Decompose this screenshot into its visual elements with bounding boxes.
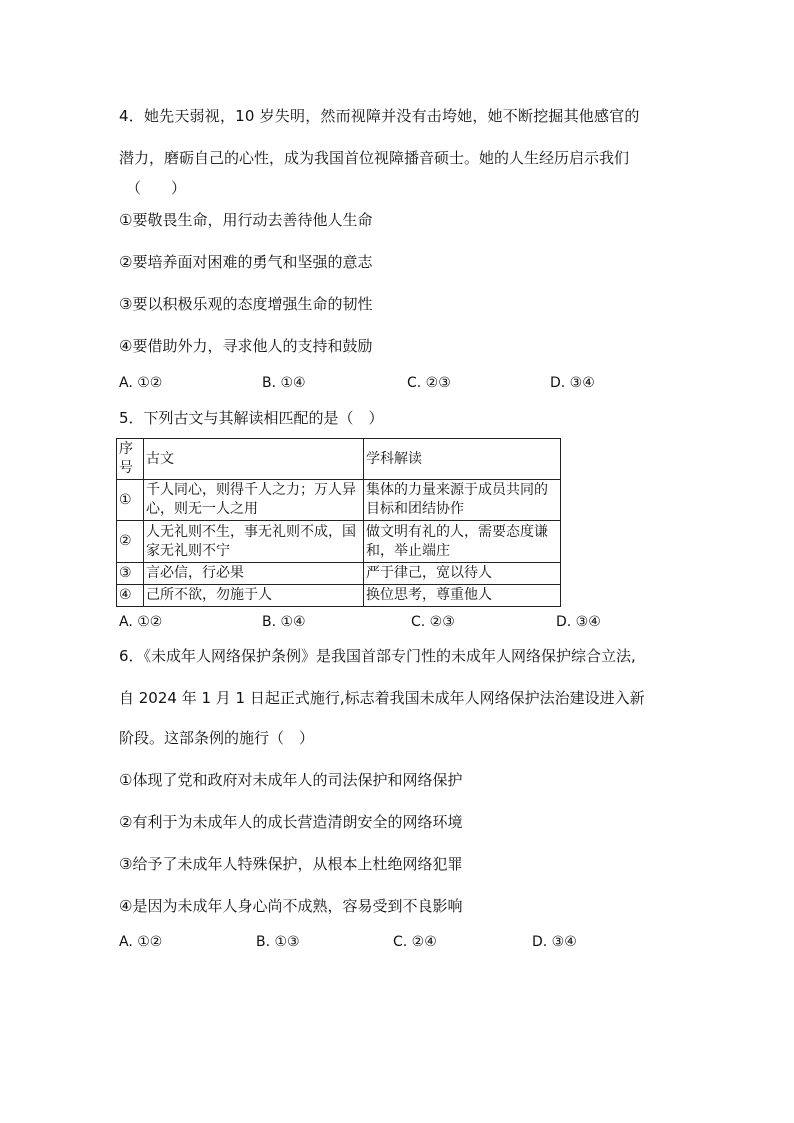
q4-item-2: ②要培养面对困难的勇气和坚强的意志 (119, 253, 373, 271)
table-cell: 人无礼则不生，事无礼则不成，国家无礼则不宁 (144, 521, 364, 563)
q4-options (119, 373, 679, 393)
table-header-row (117, 439, 561, 480)
q5-stem: 5．下列古文与其解读相匹配的是（ ） (119, 409, 384, 427)
q6-item-2: ②有利于为未成年人的成长营造清朗安全的网络环境 (119, 813, 463, 831)
q4-answer-bracket: （ ） (126, 179, 187, 197)
q4-item-3: ③要以积极乐观的态度增强生命的韧性 (119, 295, 373, 313)
table-cell: 己所不欲，勿施于人 (144, 585, 364, 607)
table-header-cell: 古文 (144, 439, 364, 480)
table-cell: 换位思考，尊重他人 (364, 585, 561, 607)
q4-item-4: ④要借助外力，寻求他人的支持和鼓励 (119, 337, 373, 355)
q6-option-c[interactable]: C. ②④ (393, 934, 437, 950)
q5-option-a[interactable]: A. ①② (119, 614, 163, 630)
q4-item-1: ①要敬畏生命，用行动去善待他人生命 (119, 211, 373, 229)
q4-stem-line-1: 4．她先天弱视，10 岁失明，然而视障并没有击垮她，她不断挖掘其他感官的 (119, 107, 640, 125)
q4-option-d[interactable]: D. ③④ (550, 375, 595, 391)
q6-option-b[interactable]: B. ①③ (256, 934, 300, 950)
q4-stem-line-2: 潜力，磨砺自己的心性，成为我国首位视障播音硕士。她的人生经历启示我们 (119, 149, 630, 167)
q4-option-a[interactable]: A. ①② (119, 375, 163, 391)
table-row (117, 563, 561, 585)
q6-option-d[interactable]: D. ③④ (532, 934, 577, 950)
table-row (117, 585, 561, 607)
table-row (117, 480, 561, 521)
table-cell: 做文明有礼的人，需要态度谦和，举止端庄 (364, 521, 561, 563)
q5-option-d[interactable]: D. ③④ (556, 614, 601, 630)
q6-stem-line-2: 自 2024 年 1 月 1 日起正式施行,标志着我国未成年人网络保护法治建设进入新 (119, 689, 645, 707)
table-cell: ③ (117, 563, 144, 585)
q6-option-a[interactable]: A. ①② (119, 934, 163, 950)
table-header-cell: 学科解读 (364, 439, 561, 480)
q5-options (119, 612, 679, 632)
q6-item-3: ③给予了未成年人特殊保护，从根本上杜绝网络犯罪 (119, 855, 463, 873)
q5-option-c[interactable]: C. ②③ (411, 614, 455, 630)
table-cell: 千人同心，则得千人之力；万人异心，则无一人之用 (144, 480, 364, 521)
q6-item-4: ④是因为未成年人身心尚不成熟，容易受到不良影响 (119, 897, 463, 915)
q5-option-b[interactable]: B. ①④ (262, 614, 306, 630)
q6-stem-line-1: 6．《未成年人网络保护条例》是我国首部专门性的未成年人网络保护综合立法, (119, 647, 636, 665)
q5-table (116, 438, 561, 607)
table-cell: ④ (117, 585, 144, 607)
q4-option-c[interactable]: C. ②③ (407, 375, 451, 391)
table-cell: 集体的力量来源于成员共同的目标和团结协作 (364, 480, 561, 521)
q6-stem-line-3: 阶段。这部条例的施行（ ） (119, 729, 315, 747)
table-cell: ② (117, 521, 144, 563)
table-header-cell: 序号 (117, 439, 144, 480)
table-cell: 严于律己，宽以待人 (364, 563, 561, 585)
q6-item-1: ①体现了党和政府对未成年人的司法保护和网络保护 (119, 771, 463, 789)
q6-options (119, 932, 679, 952)
table-cell: ① (117, 480, 144, 521)
table-row (117, 521, 561, 563)
table-cell: 言必信，行必果 (144, 563, 364, 585)
q4-option-b[interactable]: B. ①④ (262, 375, 306, 391)
